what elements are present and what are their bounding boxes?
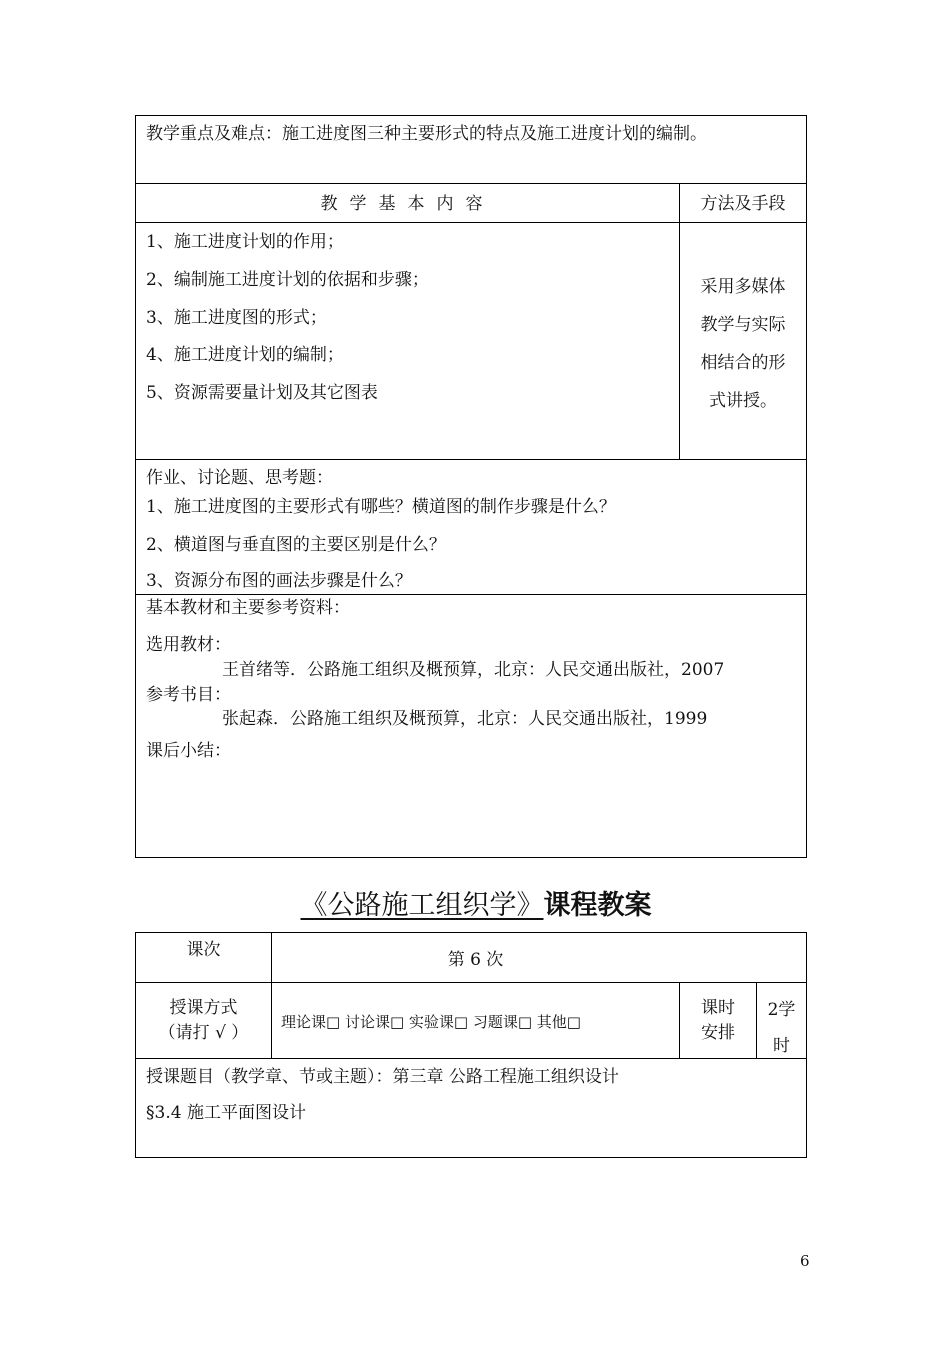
topic-line: 授课题目（教学章、节或主题）：第三章 公路工程施工组织设计 <box>146 1067 619 1087</box>
reference-label: 参考书目： <box>146 685 231 705</box>
method-header: 方法及手段 <box>700 194 786 214</box>
content-item: 5、资源需要量计划及其它图表 <box>146 383 378 403</box>
homework-item: 3、资源分布图的画法步骤是什么？ <box>146 571 412 591</box>
session-label: 课次 <box>186 940 221 960</box>
method-line: 相结合的形 <box>700 353 786 373</box>
textbook-entry: 王首绪等．公路施工组织及概预算，北京：人民交通出版社，2007 <box>222 660 725 680</box>
page-title <box>0 888 952 924</box>
hours-label: 课时 <box>701 998 735 1018</box>
homework-item: 2、横道图与垂直图的主要区别是什么？ <box>146 535 446 555</box>
page-number: 6 <box>800 1252 810 1270</box>
topic-line: §3.4 施工平面图设计 <box>146 1103 306 1123</box>
divider <box>135 594 807 595</box>
summary-label: 课后小结： <box>146 741 231 761</box>
method-line: 采用多媒体 <box>700 277 786 297</box>
divider <box>135 183 807 184</box>
hours-label: 安排 <box>701 1023 735 1043</box>
content-header: 教学基本内容 <box>320 194 495 214</box>
method-line: 教学与实际 <box>700 315 786 335</box>
divider <box>679 982 680 1058</box>
divider <box>135 222 807 223</box>
content-item: 1、施工进度计划的作用； <box>146 232 344 252</box>
divider <box>135 459 807 460</box>
hours-value-unit: 时 <box>773 1036 790 1056</box>
session-value: 第 6 次 <box>447 950 504 970</box>
key-points-text: 教学重点及难点：施工进度图三种主要形式的特点及施工进度计划的编制。 <box>146 124 707 144</box>
mode-label-note: （请打 √ ） <box>158 1023 249 1043</box>
reference-entry: 张起森．公路施工组织及概预算，北京：人民交通出版社，1999 <box>222 709 708 729</box>
mode-label: 授课方式 <box>169 998 238 1018</box>
content-item: 2、编制施工进度计划的依据和步骤； <box>146 270 429 290</box>
content-item: 4、施工进度计划的编制； <box>146 345 344 365</box>
title-suffix: 课程教案 <box>543 890 652 921</box>
divider <box>135 982 807 983</box>
method-line: 式讲授。 <box>709 391 777 411</box>
mode-options: 理论课□ 讨论课□ 实验课□ 习题课□ 其他□ <box>281 1013 581 1031</box>
homework-item: 1、施工进度图的主要形式有哪些？横道图的制作步骤是什么？ <box>146 497 616 517</box>
content-item: 3、施工进度图的形式； <box>146 308 327 328</box>
textbook-label: 选用教材： <box>146 635 231 655</box>
hours-value: 2学 <box>767 1000 796 1020</box>
homework-label: 作业、讨论题、思考题： <box>146 468 333 488</box>
materials-label: 基本教材和主要参考资料： <box>146 598 350 618</box>
title-course: 《公路施工组织学》 <box>300 890 544 921</box>
divider <box>135 1058 807 1059</box>
